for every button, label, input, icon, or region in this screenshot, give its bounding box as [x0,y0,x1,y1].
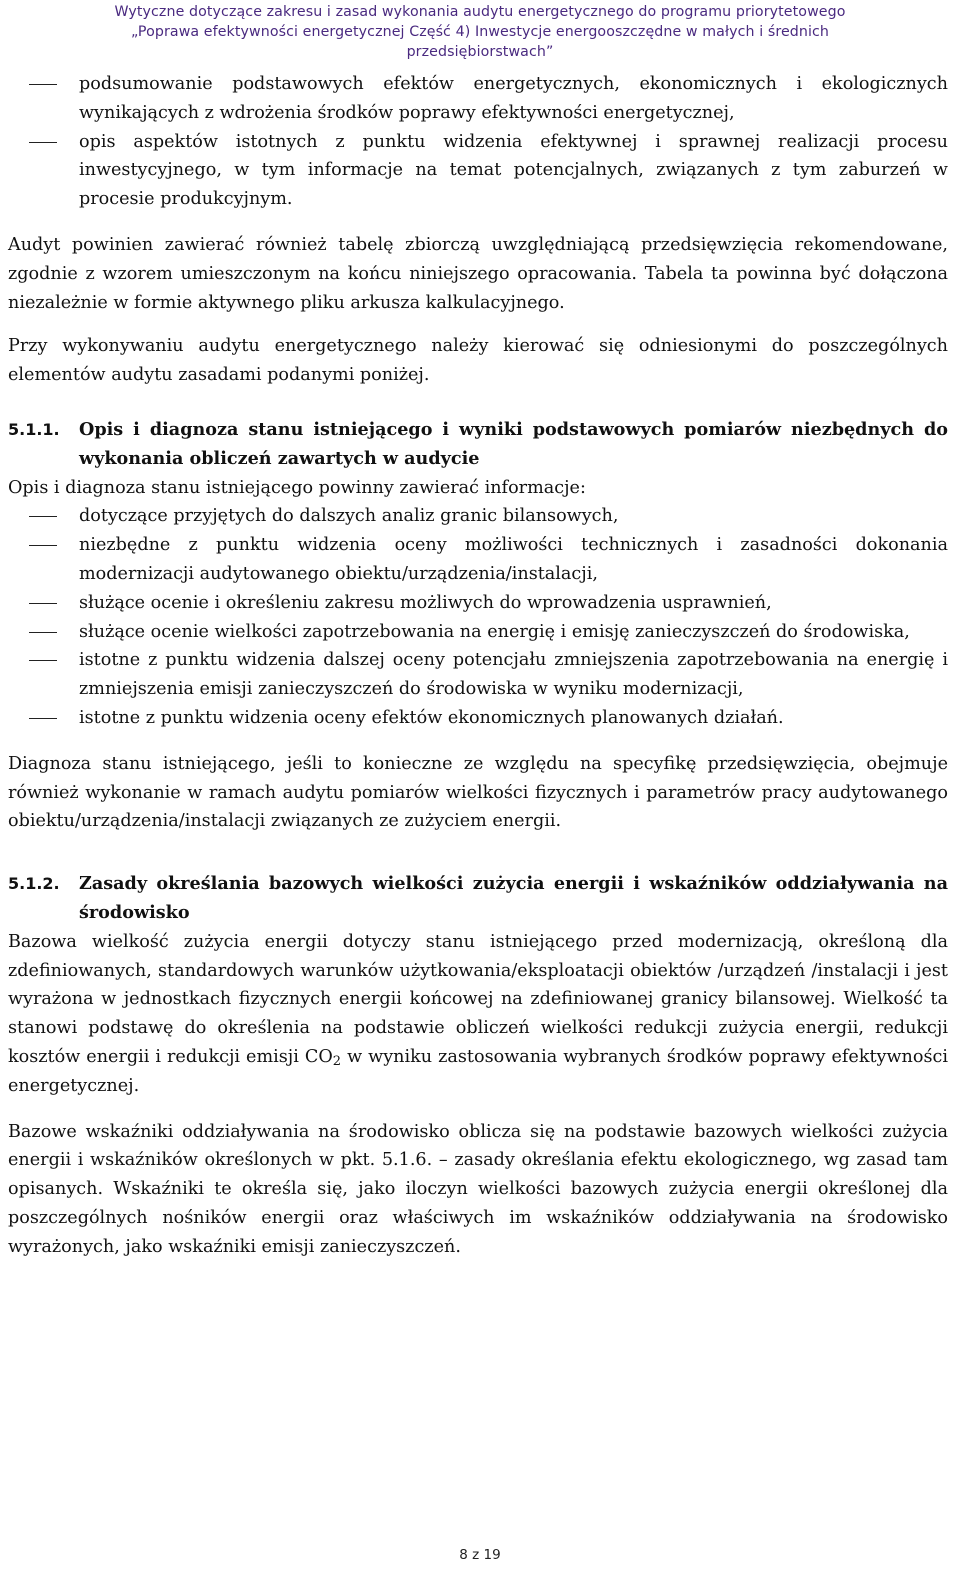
list-item: istotne z punktu widzenia dalszej oceny potencjału zmniejszenia zapotrzebowania na energię i zmniejszenia emisji zanieczyszczeń do środowiska w wyniku modernizacji, [8,646,948,704]
paragraph-diagnosis: Diagnoza stanu istniejącego, jeśli to konieczne ze względu na specyfikę przedsięwzięcia, obejmuje również wykonanie w ramach audytu pomiarów wielkości fizycznych i parametrów pracy audytowanego obiektu/urządzenia/instalacji związanych ze zużyciem energii. [8,753,948,832]
section-number: 5.1.1. [8,419,60,439]
paragraph-indicators: Bazowe wskaźniki oddziaływania na środowisko oblicza się na podstawie bazowych wielkości zużycia energii i wskaźników określonych w pkt. 5.1.6. – zasady określania efektu ekologicznego, wg zasad tam opisanych. Wskaźniki te określa się, jako iloczyn wielkości bazowych zużycia energii określonej dla poszczególnych nośników energii oraz właściwych im wskaźników oddziaływania na środowisko wyrażonych, jako wskaźniki emisji zanieczyszczeń. [8,1121,948,1257]
subscript: 2 [332,1053,342,1069]
section-number: 5.1.2. [8,874,60,894]
section-heading-5-1-2 [8,870,948,928]
section-title: Zasady określania bazowych wielkości zużycia energii i wskaźników oddziaływania na środowisko [79,873,948,923]
list-item: podsumowanie podstawowych efektów energetycznych, ekonomicznych i ekologicznych wynikających z wdrożenia środków poprawy efektywności energetycznej, [8,70,948,128]
summary-list [8,70,948,214]
list-item: służące ocenie i określeniu zakresu możliwych do wprowadzenia usprawnień, [8,589,948,618]
diagnosis-list [8,502,948,732]
section-heading-5-1-1 [8,416,948,474]
list-item: służące ocenie wielkości zapotrzebowania na energię i emisję zanieczyszczeń do środowiska, [8,618,948,647]
paragraph-text: Bazowa wielkość zużycia energii dotyczy stanu istniejącego przed modernizacją, określoną dla zdefiniowanych, standardowych warunków użytkowania/eksploatacji obiektów /urządzeń /instalacji i jest wyrażona w jednostkach fizycznych energii końcowej na zdefiniowanej granicy bilansowej. Wielkość ta stanowi podstawę do określenia na podstawie obliczeń wielkości redukcji zużycia energii, redukcji kosztów energii i redukcji emisji CO [8,931,948,1067]
paragraph-baseline [8,928,948,1101]
header-line-1: Wytyczne dotyczące zakresu i zasad wykonania audytu energetycznego do programu priorytetowego [114,4,846,20]
paragraph-rules: Przy wykonywaniu audytu energetycznego należy kierować się odniesionymi do poszczególnych elementów audytu zasadami podanymi poniżej. [8,336,948,386]
list-item: niezbędne z punktu widzenia oceny możliwości technicznych i zasadności dokonania modernizacji audytowanego obiektu/urządzenia/instalacji, [8,531,948,589]
header-line-3: przedsiębiorstwach” [406,44,554,60]
paragraph-table: Audyt powinien zawierać również tabelę zbiorczą uwzględniającą przedsięwzięcia rekomendowane, zgodnie z wzorem umieszczonym na końcu niniejszego opracowania. Tabela ta powinna być dołączona niezależnie w formie aktywnego pliku arkusza kalkulacyjnego. [8,234,948,313]
header-line-2: „Poprawa efektywności energetycznej Część 4) Inwestycje energooszczędne w małych i średnich [130,24,830,40]
page-number: 8 z 19 [459,1547,501,1563]
paragraph-text: w wyniku zastosowania wybranych środków poprawy efektywności energetycznej. [8,1046,948,1096]
document-body [8,70,948,1261]
list-item: opis aspektów istotnych z punktu widzenia efektywnej i sprawnej realizacji procesu inwestycyjnego, w tym informacje na temat potencjalnych, związanych z tym zaburzeń w procesie produkcyjnym. [8,128,948,214]
section-intro: Opis i diagnoza stanu istniejącego powinny zawierać informacje: [8,477,586,498]
section-title: Opis i diagnoza stanu istniejącego i wyniki podstawowych pomiarów niezbędnych do wykonania obliczeń zawartych w audycie [79,418,948,469]
list-item: istotne z punktu widzenia oceny efektów ekonomicznych planowanych działań. [8,704,948,733]
page-header [0,2,960,62]
list-item: dotyczące przyjętych do dalszych analiz granic bilansowych, [8,502,948,531]
